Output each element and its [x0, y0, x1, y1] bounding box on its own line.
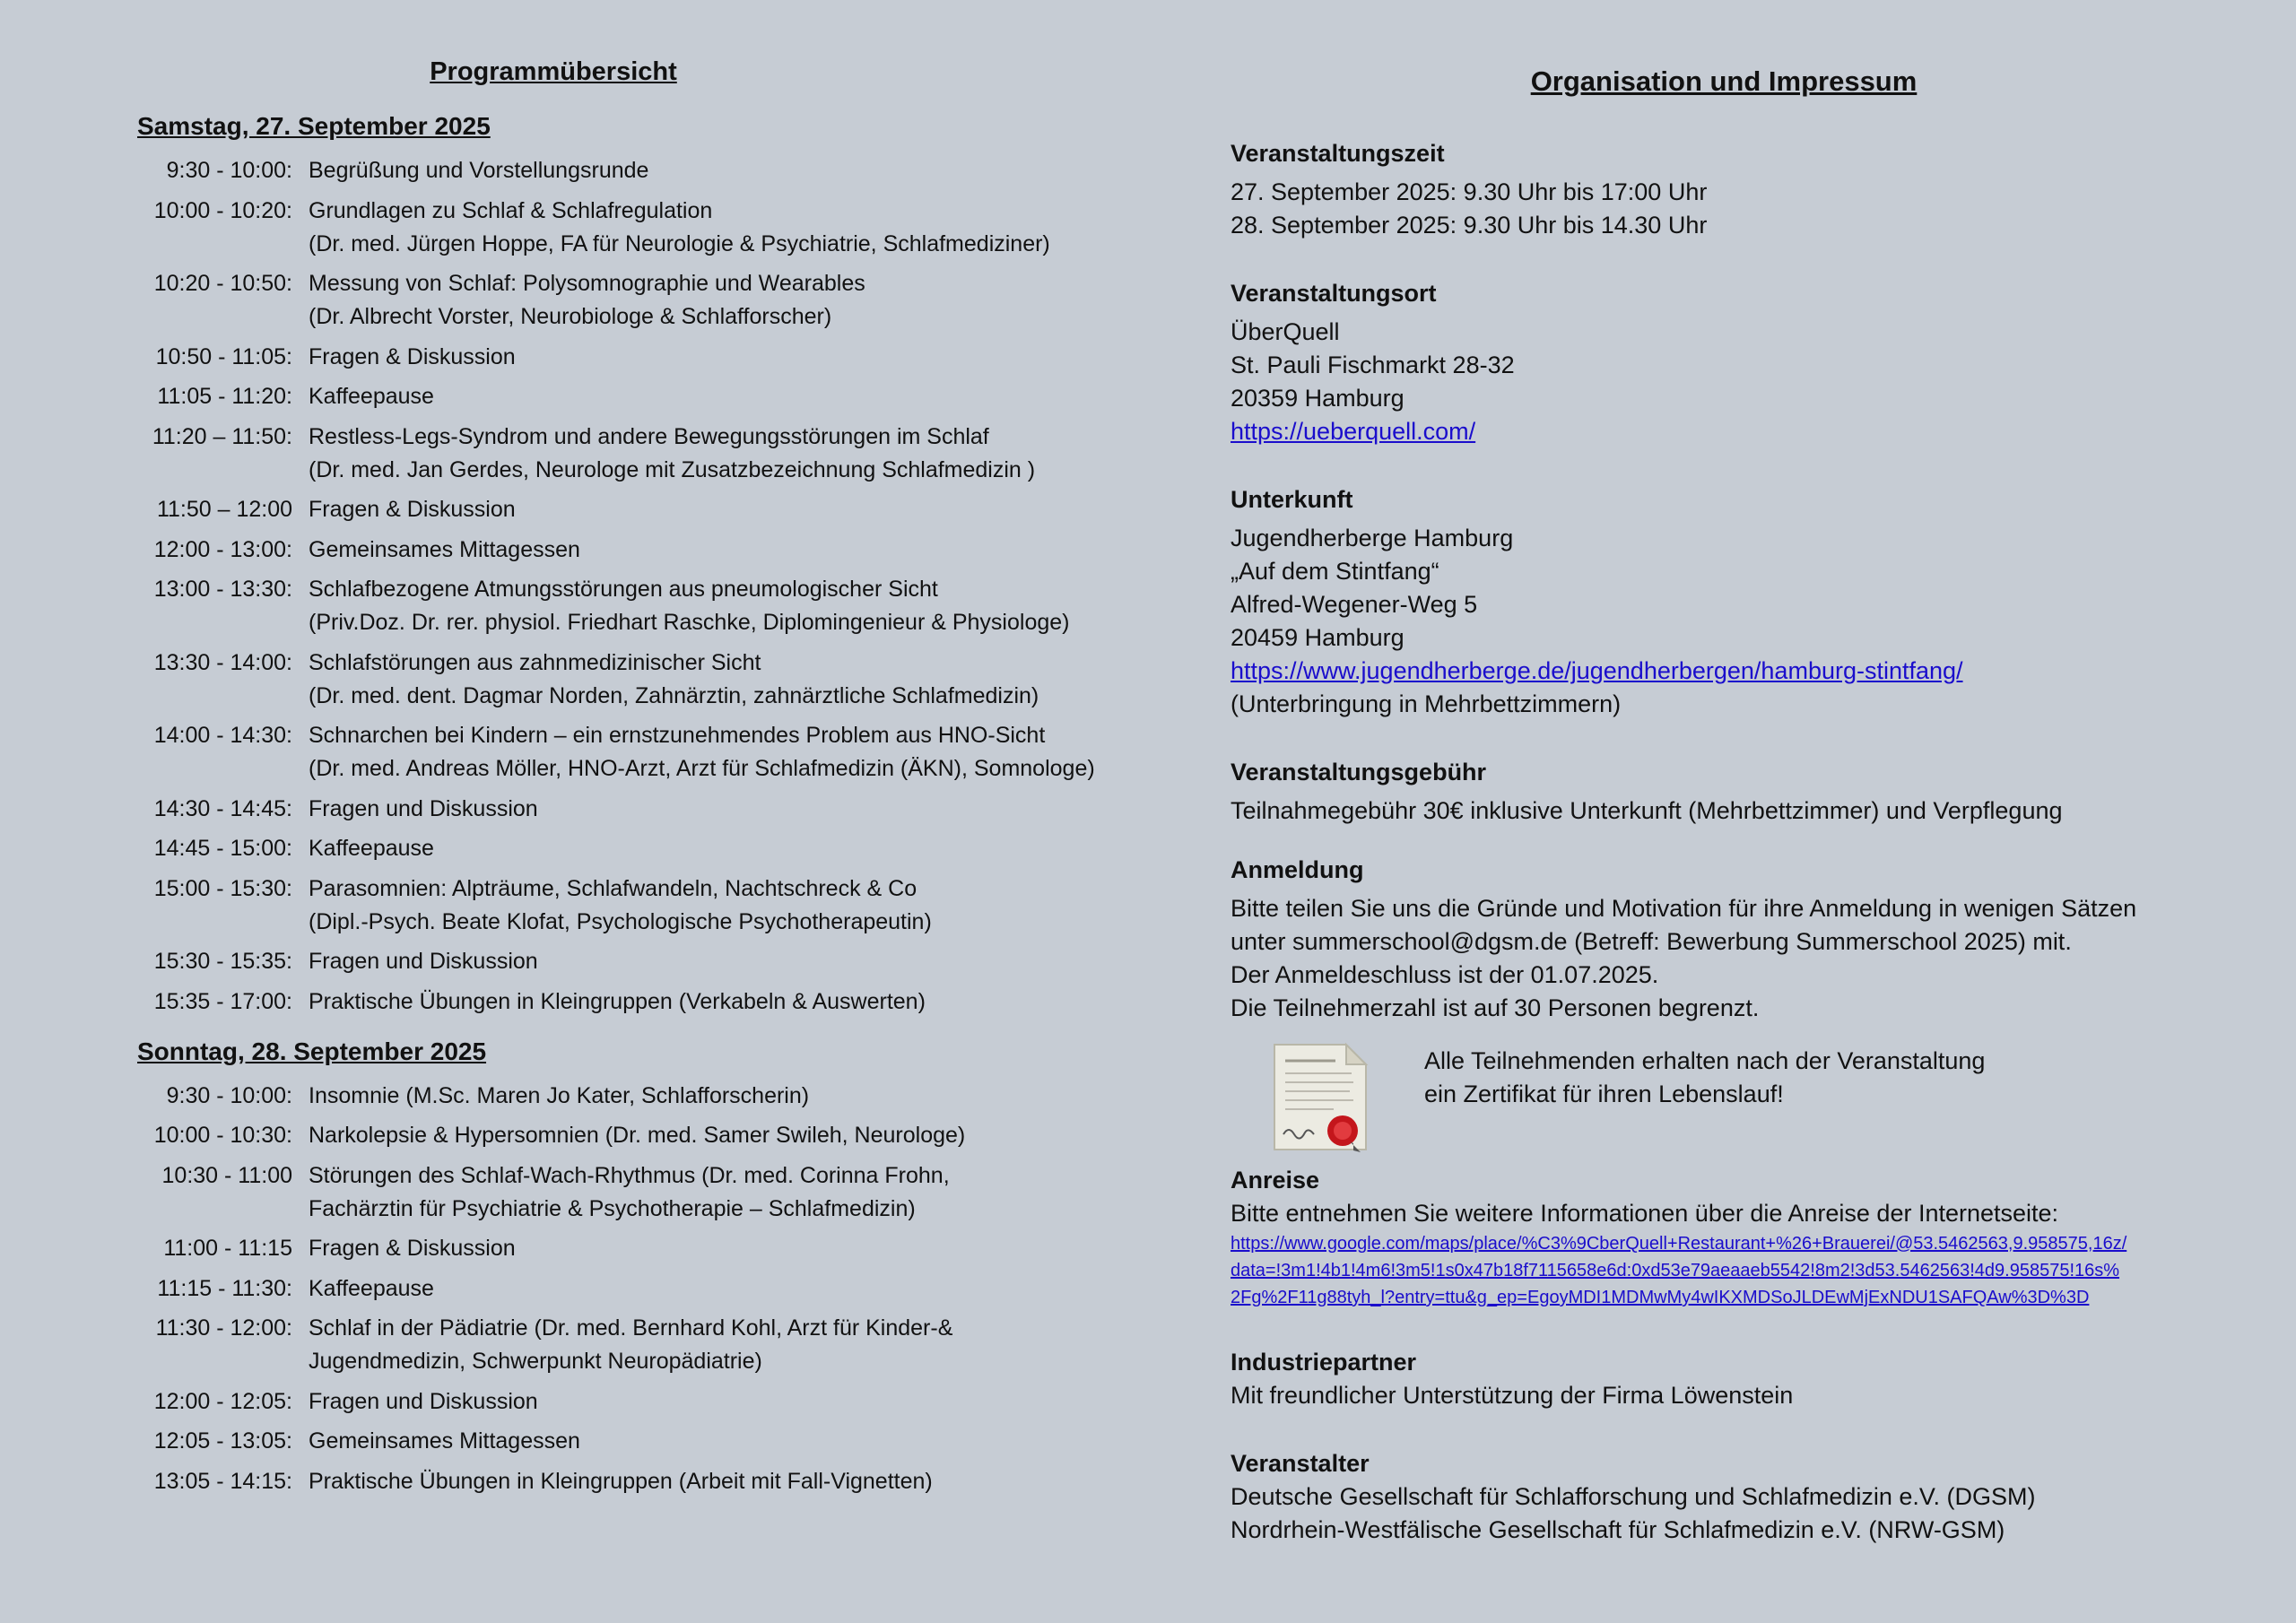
spacer: [292, 1385, 309, 1419]
schedule-time: 10:30 - 11:00: [161, 1162, 292, 1188]
spacer: [292, 154, 309, 187]
schedule-line: (Dr. Albrecht Vorster, Neurobiologe & Schlafforscher): [309, 304, 832, 329]
text-line: Bitte teilen Sie uns die Gründe und Motivation für ihre Anmeldung in wenigen Sätzen: [1231, 895, 2137, 922]
schedule-row: [137, 341, 1142, 374]
text-line: 20359 Hamburg: [1231, 385, 1405, 412]
schedule-time: 14:00 - 14:30:: [153, 723, 292, 748]
schedule-row: [137, 534, 1142, 567]
schedule-line: Kaffeepause: [309, 1275, 434, 1301]
schedule-line: Kaffeepause: [309, 836, 434, 861]
section-heading: Anmeldung: [1231, 856, 1364, 883]
text-line: unter summerschool@dgsm.de (Betreff: Bewerbung Summerschool 2025) mit.: [1231, 928, 2072, 955]
schedule-row: [137, 793, 1142, 826]
schedule-row: [137, 945, 1142, 978]
text-line: Deutsche Gesellschaft für Schlafforschung und Schlafmedizin e.V. (DGSM): [1231, 1483, 2036, 1510]
schedule-line: Störungen des Schlaf-Wach-Rhythmus (Dr. med. Corinna Frohn,: [309, 1162, 950, 1188]
spacer: [292, 719, 309, 785]
schedule-list: [137, 1080, 1142, 1498]
schedule-description: [309, 1425, 580, 1458]
text-line: Bitte entnehmen Sie weitere Informationen über die Anreise der Internetseite:: [1231, 1200, 2059, 1227]
day-heading: Sonntag, 28. September 2025: [137, 1037, 487, 1065]
certificate-icon: [1271, 1041, 1370, 1153]
section-unterkunft: [1231, 482, 2271, 721]
schedule-time: 15:35 - 17:00:: [153, 988, 292, 1014]
schedule-row: [137, 985, 1142, 1019]
schedule-time: 11:30 - 12:00:: [155, 1315, 292, 1341]
spacer: [292, 1272, 309, 1306]
schedule-line: Parasomnien: Alpträume, Schlafwandeln, Nachtschreck & Co: [309, 875, 918, 901]
schedule-row: [137, 872, 1142, 939]
schedule-description: [309, 1272, 434, 1306]
schedule-description: [309, 1080, 809, 1113]
schedule-description: [309, 985, 926, 1019]
spacer: [292, 573, 309, 639]
schedule-row: [137, 647, 1142, 713]
maps-link-line[interactable]: https://www.google.com/maps/place/%C3%9CberQuell+Restaurant+%26+Brauerei/@53.5462563,9.958575,16z/: [1231, 1234, 2127, 1254]
schedule-description: [309, 832, 434, 865]
maps-link-line[interactable]: 2Fg%2F11g88tyh_l?entry=ttu&g_ep=EgoyMDI1MDMwMy4wIKXMDSoJLDEwMjExNDU1SAFQAw%3D%3D: [1231, 1288, 2090, 1307]
organisation-title: Organisation und Impressum: [1530, 65, 1918, 97]
text-line: St. Pauli Fischmarkt 28-32: [1231, 352, 1515, 378]
schedule-row: [137, 493, 1142, 526]
venue-link[interactable]: https://ueberquell.com/: [1231, 418, 1476, 445]
section-heading: Veranstaltungsgebühr: [1231, 759, 1487, 785]
schedule-line: Fragen und Diskussion: [309, 1388, 538, 1414]
text-line: Nordrhein-Westfälische Gesellschaft für Schlafmedizin e.V. (NRW-GSM): [1231, 1516, 2005, 1543]
text-line: (Unterbringung in Mehrbettzimmern): [1231, 690, 1622, 717]
schedule-description: [309, 1232, 516, 1265]
section-anreise: [1231, 1163, 2271, 1311]
schedule-description: [309, 872, 932, 939]
schedule-row: [137, 267, 1142, 334]
text-line: Teilnahmegebühr 30€ inklusive Unterkunft (Mehrbettzimmer) und Verpflegung: [1231, 797, 2063, 824]
schedule-row: [137, 1272, 1142, 1306]
schedule-time: 15:30 - 15:35:: [153, 949, 292, 974]
schedule-line: (Dr. med. Jürgen Hoppe, FA für Neurologie & Psychiatrie, Schlafmediziner): [309, 230, 1050, 256]
spacer: [292, 1119, 309, 1152]
spacer: [292, 793, 309, 826]
text-line: ein Zertifikat für ihren Lebenslauf!: [1424, 1081, 1784, 1107]
schedule-line: Fragen und Diskussion: [309, 795, 538, 821]
spacer: [292, 534, 309, 567]
spacer: [292, 1465, 309, 1498]
text-line: Alle Teilnehmenden erhalten nach der Veranstaltung: [1424, 1047, 1986, 1074]
schedule-row: [137, 832, 1142, 865]
spacer: [292, 647, 309, 713]
schedule-time: 11:05 - 11:20:: [157, 384, 292, 409]
day-heading: Samstag, 27. September 2025: [137, 112, 491, 140]
schedule-line: Praktische Übungen in Kleingruppen (Verkabeln & Auswerten): [309, 988, 926, 1014]
schedule-line: Schlaf in der Pädiatrie (Dr. med. Bernhard Kohl, Arzt für Kinder-&: [309, 1315, 953, 1341]
section-veranstaltungszeit: [1231, 136, 2271, 242]
schedule-row: [137, 154, 1142, 187]
schedule-line: (Dr. med. Andreas Möller, HNO-Arzt, Arzt für Schlafmedizin (ÄKN), Somnologe): [309, 756, 1095, 781]
schedule-description: [309, 493, 516, 526]
section-heading: Veranstaltungsort: [1231, 280, 1437, 307]
schedule-description: [309, 1312, 952, 1378]
schedule-row: [137, 380, 1142, 413]
certificate-text: [1424, 1045, 1985, 1111]
schedule-line: (Dr. med. Jan Gerdes, Neurologe mit Zusatzbezeichnung Schlafmedizin ): [309, 456, 1036, 482]
section-veranstaltungsort: [1231, 276, 2271, 448]
schedule-time: 13:05 - 14:15:: [153, 1468, 292, 1494]
schedule-row: [137, 1080, 1142, 1113]
program-title: Programmübersicht: [430, 57, 677, 86]
schedule-row: [137, 421, 1142, 487]
schedule-time: 11:15 - 11:30:: [157, 1275, 292, 1301]
schedule-description: [309, 534, 580, 567]
schedule-line: Insomnie (M.Sc. Maren Jo Kater, Schlafforscherin): [309, 1082, 810, 1108]
schedule-line: Gemeinsames Mittagessen: [309, 1428, 580, 1454]
section-veranstalter: [1231, 1446, 2271, 1547]
schedule-row: [137, 1159, 1142, 1226]
schedule-time: 11:50 – 12:00: [156, 497, 292, 522]
schedule-line: Narkolepsie & Hypersomnien (Dr. med. Samer Swileh, Neurologe): [309, 1123, 966, 1148]
schedule-line: Schlafbezogene Atmungsstörungen aus pneumologischer Sicht: [309, 577, 938, 602]
schedule-description: [309, 267, 865, 334]
schedule-description: [309, 154, 648, 187]
schedule-description: [309, 1465, 933, 1498]
schedule-line: Praktische Übungen in Kleingruppen (Arbeit mit Fall-Vignetten): [309, 1468, 933, 1494]
schedule-line: (Priv.Doz. Dr. rer. physiol. Friedhart Raschke, Diplomingenieur & Physiologe): [309, 610, 1070, 635]
spacer: [292, 1080, 309, 1113]
spacer: [292, 1312, 309, 1378]
schedule-time: 15:00 - 15:30:: [153, 875, 292, 901]
program-column: [137, 54, 1142, 1505]
section-anmeldung: [1231, 853, 2271, 1025]
text-line: 20459 Hamburg: [1231, 624, 1405, 651]
schedule-time: 9:30 - 10:00:: [166, 1082, 292, 1108]
text-line: „Auf dem Stintfang“: [1231, 558, 1439, 585]
schedule-time: 12:00 - 13:00:: [153, 536, 292, 562]
schedule-line: Schnarchen bei Kindern – ein ernstzunehmendes Problem aus HNO-Sicht: [309, 723, 1046, 748]
schedule-list: [137, 154, 1142, 1019]
schedule-description: [309, 719, 1095, 785]
text-line: Der Anmeldeschluss ist der 01.07.2025.: [1231, 961, 1659, 988]
text-line: Mit freundlicher Unterstützung der Firma Löwenstein: [1231, 1382, 1794, 1409]
schedule-time: 11:00 - 11:15: [163, 1236, 292, 1261]
schedule-time: 10:00 - 10:30:: [153, 1123, 292, 1148]
text-line: 28. September 2025: 9.30 Uhr bis 14.30 Uhr: [1231, 212, 1708, 239]
maps-link-line[interactable]: data=!3m1!4b1!4m6!3m5!1s0x47b18f7115658e6d:0xd53e79aeaaeb5542!8m2!3d53.5462563!4d9.958575!16s%: [1231, 1261, 2120, 1280]
schedule-time: 9:30 - 10:00:: [166, 158, 292, 183]
schedule-line: Kaffeepause: [309, 384, 434, 409]
schedule-line: Fragen & Diskussion: [309, 497, 516, 522]
schedule-description: [309, 195, 1050, 261]
schedule-line: Grundlagen zu Schlaf & Schlafregulation: [309, 197, 713, 223]
schedule-line: Jugendmedizin, Schwerpunkt Neuropädiatrie): [309, 1349, 762, 1374]
schedule-row: [137, 1465, 1142, 1498]
certificate-note: [1231, 1041, 2271, 1158]
section-heading: Veranstaltungszeit: [1231, 140, 1445, 167]
schedule-line: Begrüßung und Vorstellungsrunde: [309, 158, 649, 183]
text-line: Alfred-Wegener-Weg 5: [1231, 591, 1478, 618]
schedule-line: Restless-Legs-Syndrom und andere Bewegungsstörungen im Schlaf: [309, 423, 989, 449]
schedule-time: 11:20 – 11:50:: [152, 423, 292, 449]
spacer: [292, 195, 309, 261]
spacer: [292, 493, 309, 526]
section-gebuehr: [1231, 755, 2271, 828]
section-heading: Veranstalter: [1231, 1450, 1370, 1477]
schedule-row: [137, 1312, 1142, 1378]
schedule-description: [309, 573, 1069, 639]
schedule-row: [137, 573, 1142, 639]
schedule-time: 10:20 - 10:50:: [153, 271, 292, 296]
schedule-time: 13:30 - 14:00:: [153, 649, 292, 675]
schedule-time: 14:30 - 14:45:: [153, 795, 292, 821]
text-line: 27. September 2025: 9.30 Uhr bis 17:00 Uhr: [1231, 178, 1708, 205]
schedule-row: [137, 1119, 1142, 1152]
schedule-line: Fragen & Diskussion: [309, 343, 516, 369]
schedule-description: [309, 1119, 965, 1152]
text-line: Die Teilnehmerzahl ist auf 30 Personen begrenzt.: [1231, 994, 1760, 1021]
spacer: [292, 1159, 309, 1226]
schedule-description: [309, 1159, 950, 1226]
schedule-time: 12:05 - 13:05:: [153, 1428, 292, 1454]
schedule-description: [309, 793, 538, 826]
schedule-line: (Dipl.-Psych. Beate Klofat, Psychologische Psychotherapeutin): [309, 908, 932, 934]
text-line: ÜberQuell: [1231, 318, 1340, 345]
schedule-time: 10:50 - 11:05:: [155, 343, 292, 369]
schedule-line: (Dr. med. dent. Dagmar Norden, Zahnärztin, zahnärztliche Schlafmedizin): [309, 682, 1039, 708]
spacer: [292, 872, 309, 939]
hostel-link[interactable]: https://www.jugendherberge.de/jugendherbergen/hamburg-stintfang/: [1231, 657, 1963, 684]
spacer: [292, 945, 309, 978]
spacer: [292, 985, 309, 1019]
schedule-description: [309, 380, 434, 413]
schedule-description: [309, 647, 1039, 713]
day-saturday: [137, 109, 1142, 1019]
spacer: [292, 421, 309, 487]
schedule-description: [309, 421, 1035, 487]
schedule-row: [137, 1232, 1142, 1265]
section-industriepartner: [1231, 1345, 2271, 1412]
day-sunday: [137, 1035, 1142, 1498]
spacer: [292, 341, 309, 374]
section-heading: Unterkunft: [1231, 486, 1353, 513]
schedule-line: Fragen und Diskussion: [309, 949, 538, 974]
schedule-row: [137, 719, 1142, 785]
schedule-line: Fragen & Diskussion: [309, 1236, 516, 1261]
organisation-column: [1231, 63, 2271, 1581]
schedule-row: [137, 195, 1142, 261]
schedule-row: [137, 1425, 1142, 1458]
schedule-line: Schlafstörungen aus zahnmedizinischer Sicht: [309, 649, 761, 675]
spacer: [292, 380, 309, 413]
schedule-description: [309, 341, 516, 374]
section-heading: Industriepartner: [1231, 1349, 1417, 1376]
schedule-row: [137, 1385, 1142, 1419]
schedule-time: 14:45 - 15:00:: [153, 836, 292, 861]
schedule-line: Gemeinsames Mittagessen: [309, 536, 580, 562]
schedule-time: 10:00 - 10:20:: [153, 197, 292, 223]
schedule-line: Fachärztin für Psychiatrie & Psychotherapie – Schlafmedizin): [309, 1195, 916, 1221]
spacer: [292, 1425, 309, 1458]
spacer: [292, 1232, 309, 1265]
schedule-description: [309, 945, 538, 978]
section-heading: Anreise: [1231, 1167, 1320, 1193]
spacer: [292, 832, 309, 865]
spacer: [292, 267, 309, 334]
schedule-line: Messung von Schlaf: Polysomnographie und Wearables: [309, 271, 865, 296]
schedule-time: 13:00 - 13:30:: [153, 577, 292, 602]
schedule-time: 12:00 - 12:05:: [153, 1388, 292, 1414]
text-line: Jugendherberge Hamburg: [1231, 525, 1514, 551]
schedule-description: [309, 1385, 538, 1419]
